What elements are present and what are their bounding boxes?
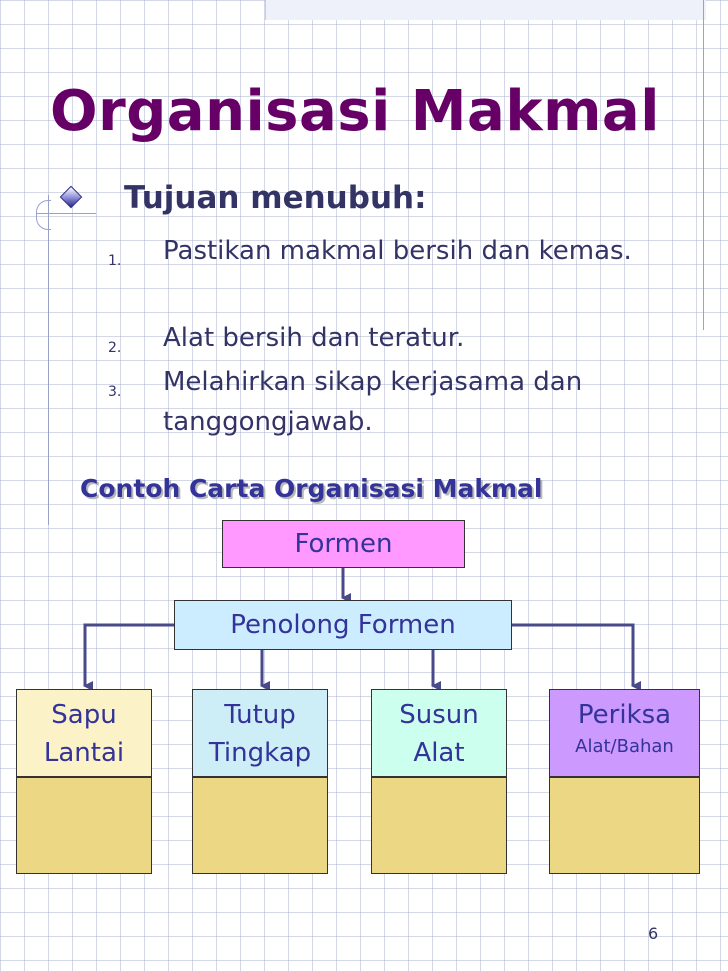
dept-box-tutup-tingkap: [192, 689, 328, 777]
dept-line1: Sapu: [51, 700, 117, 730]
slide-title: Organisasi Makmal: [50, 79, 660, 144]
item-number: 3.: [108, 384, 122, 400]
subheading: Tujuan menubuh:: [124, 180, 427, 216]
list-item: Pastikan makmal bersih dan kemas.: [163, 236, 632, 266]
dept-slot: [192, 777, 328, 874]
dept-line1: Periksa: [577, 700, 672, 730]
item-number: 1.: [108, 253, 122, 269]
dept-box-sapu-lantai: [16, 689, 152, 777]
dept-line2: Alat: [413, 738, 465, 768]
connector-left: [85, 625, 174, 686]
penolong-formen-box: Penolong Formen: [174, 600, 512, 650]
dept-slot: [549, 777, 700, 874]
dept-box-susun-alat: [371, 689, 507, 777]
dept-box-periksa: [549, 689, 700, 777]
list-item: Melahirkan sikap kerjasama dan tanggongjawab.: [163, 367, 583, 437]
formen-box: Formen: [222, 520, 465, 568]
dept-line2: Lantai: [43, 738, 125, 768]
dept-line1: Susun: [399, 700, 479, 730]
list-item: Alat bersih dan teratur.: [163, 323, 465, 353]
org-chart-title: Contoh Carta Organisasi Makmal: [80, 474, 543, 503]
dept-line2: Alat/Bahan: [575, 736, 674, 757]
dept-slot: [16, 777, 152, 874]
page-number: 6: [648, 924, 659, 943]
connector-right: [512, 625, 633, 686]
dept-line2: Tingkap: [208, 738, 312, 768]
dept-line1: Tutup: [224, 700, 296, 730]
item-number: 2.: [108, 340, 122, 356]
dept-slot: [371, 777, 507, 874]
